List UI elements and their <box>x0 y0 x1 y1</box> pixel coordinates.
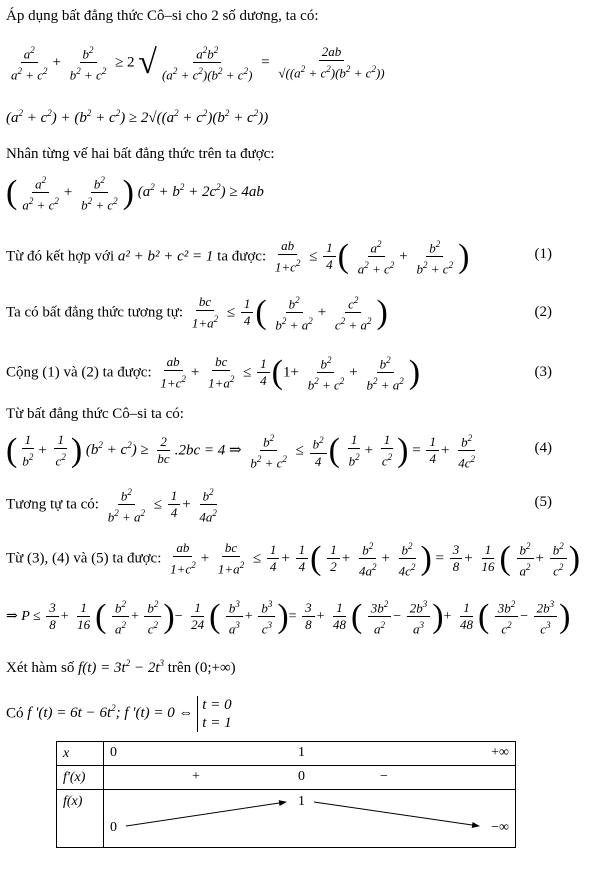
eq-line-6: Từ (3), (4) và (5) ta được: $\frac{ab}{1+c^2}$ + $\frac{bc}{1+a^2}$ ≤ $\frac{1}{4}$ + $\frac{1}{4}$ ( $\frac{1}{2}$ + $\frac{b^2}{4a^2}$ + $\frac{b^2}{4c^2}$ ) = $\frac{3}{8}$ + $\frac{1}{16}$ ( $\frac{b^2}{a^2}$ + $\frac{b^2}{c^2}$ ) <box>6 539 581 579</box>
function-line <box>6 658 236 677</box>
derivative-line: Có f '$(t) = 6t - 6t^2$; f '(t) = 0 ⇔ t = 0 t = 1 <box>6 697 232 731</box>
eq-number-3: (3) <box>534 364 552 380</box>
x-inf: +∞ <box>491 745 509 760</box>
text-1b: ta được: <box>217 248 267 265</box>
x-0: 0 <box>110 745 117 760</box>
eq-line-7: ⇒ P ≤ $\frac{3}{8}$ + $\frac{1}{16}$ ( $\frac{b^2}{a^2}$ + $\frac{b^2}{c^2}$ )− $\frac{1}{24}$ ( $\frac{b^3}{a^3}$ + $\frac{b^3}{c^3}$ )= $\frac{3}{8}$ + $\frac{1}{48}$ ( $\frac{3b^2}{a^2}$ − $\frac{2b^3}{a^3}$ )+ $\frac{1}{48}$ ( $\frac{3b^2}{c^2}$ − $\frac{2b^3}{c^3}$ ) <box>6 597 571 637</box>
eq-line-2: Ta có bất đẳng thức tương tự: $\frac{bc}{1+a^2}$ ≤ $\frac{1}{4}$ ( $\frac{b^2}{b^2 + a^2}$ + $\frac{c^2}{c^2 + a^2}$ ) <box>6 293 388 333</box>
text-6: Từ (3), (4) và (5) ta được: <box>6 550 162 567</box>
case-1: t = 0 <box>202 697 232 713</box>
variation-table <box>56 741 516 848</box>
eq-cosi-2: $(a^2 + c^2) + (b^2 + c^2) \ge 2√((a^2 + c^2)(b^2 + c^2))$ <box>6 108 269 126</box>
eq-cosi-1: $\frac{a^2}{a^2 + c^2}$ + $\frac{b^2}{b^2 + c^2}$ ≥ 2 √ $\frac{a^2b^2}{(a^2 + c^2)(b^2 + c^2)}$ = $\frac{2ab}{√((a^2 + c^2)(b^2 + c^2))}$ <box>11 43 385 83</box>
eq-line-4: ( $\frac{1}{b^2}$ + $\frac{1}{c^2}$ ) $(b^2 + c^2)$ ≥ $\frac{2}{bc}$ .2bc = 4 ⇒ $\frac{b^2}{b^2 + c^2}$ ≤ $\frac{b^2}{4}$ ( $\frac{1}{b^2}$ + $\frac{1}{c^2}$ ) = $\frac{1}{4}$ + $\frac{b^2}{4c^2}$ <box>6 431 475 471</box>
eq-line-3: Cộng (1) và (2) ta được: $\frac{ab}{1+c^2}$ + $\frac{bc}{1+a^2}$ ≤ $\frac{1}{4}$ (1+ $\frac{b^2}{b^2 + c^2}$ + $\frac{b^2}{b^2 + a^2}$ ) <box>6 353 421 393</box>
case-2: t = 1 <box>202 715 232 731</box>
row-f-header: f(x) <box>57 790 104 848</box>
row-x-header: x <box>57 742 104 766</box>
constraint: a² + b² + c² = 1 <box>117 248 214 265</box>
text-co: Có <box>6 705 24 722</box>
x-1: 1 <box>298 745 305 760</box>
f-1: 1 <box>298 794 305 809</box>
function-expr: $f(t) = 3t^2 - 2t^3$ <box>78 658 164 676</box>
eq-number-2: (2) <box>534 304 552 320</box>
cosi-text: Từ bất đẳng thức Cô–si ta có: <box>6 406 184 422</box>
row-fprime-header: f'(x) <box>57 766 104 790</box>
fprime-zero: 0 <box>298 769 305 784</box>
fprime-plus: + <box>192 769 200 784</box>
eq-number-4: (4) <box>534 440 552 456</box>
text-func2: trên (0;+∞) <box>167 660 236 676</box>
eq-line-5: Tương tự ta có: $\frac{b^2}{b^2 + a^2}$ ≤ $\frac{1}{4}$ + $\frac{b^2}{4a^2}$ <box>6 484 222 526</box>
intro-text: Áp dụng bất đẳng thức Cô–si cho 2 số dương, ta có: <box>6 8 319 24</box>
text-3: Cộng (1) và (2) ta được: <box>6 364 152 381</box>
eq-number-5: (5) <box>534 494 552 510</box>
multiply-text: Nhân từng vế hai bất đẳng thức trên ta được: <box>6 146 275 162</box>
eq-product: ( $\frac{a^2}{a^2 + c^2}$ + $\frac{b^2}{b^2 + c^2}$ ) $(a^2 + b^2 + 2c^2) \ge 4ab$ <box>6 173 264 213</box>
text-2: Ta có bất đẳng thức tương tự: <box>6 304 184 321</box>
f-minus-inf: −∞ <box>491 820 509 835</box>
eq-number-1: (1) <box>534 246 552 262</box>
eq-line-1: Từ đó kết hợp với a² + b² + c² = 1 ta được: $\frac{ab}{1+c^2}$ ≤ $\frac{1}{4}$ ( $\frac{a^2}{a^2 + c^2}$ + $\frac{b^2}{b^2 + c^2}$ ) <box>6 237 470 277</box>
f-0: 0 <box>110 820 117 835</box>
variation-arrows <box>104 790 514 848</box>
text-func: Xét hàm số <box>6 660 75 676</box>
text-1: Từ đó kết hợp với <box>6 248 115 265</box>
text-5: Tương tự ta có: <box>6 496 99 513</box>
fprime-minus: − <box>380 769 388 784</box>
